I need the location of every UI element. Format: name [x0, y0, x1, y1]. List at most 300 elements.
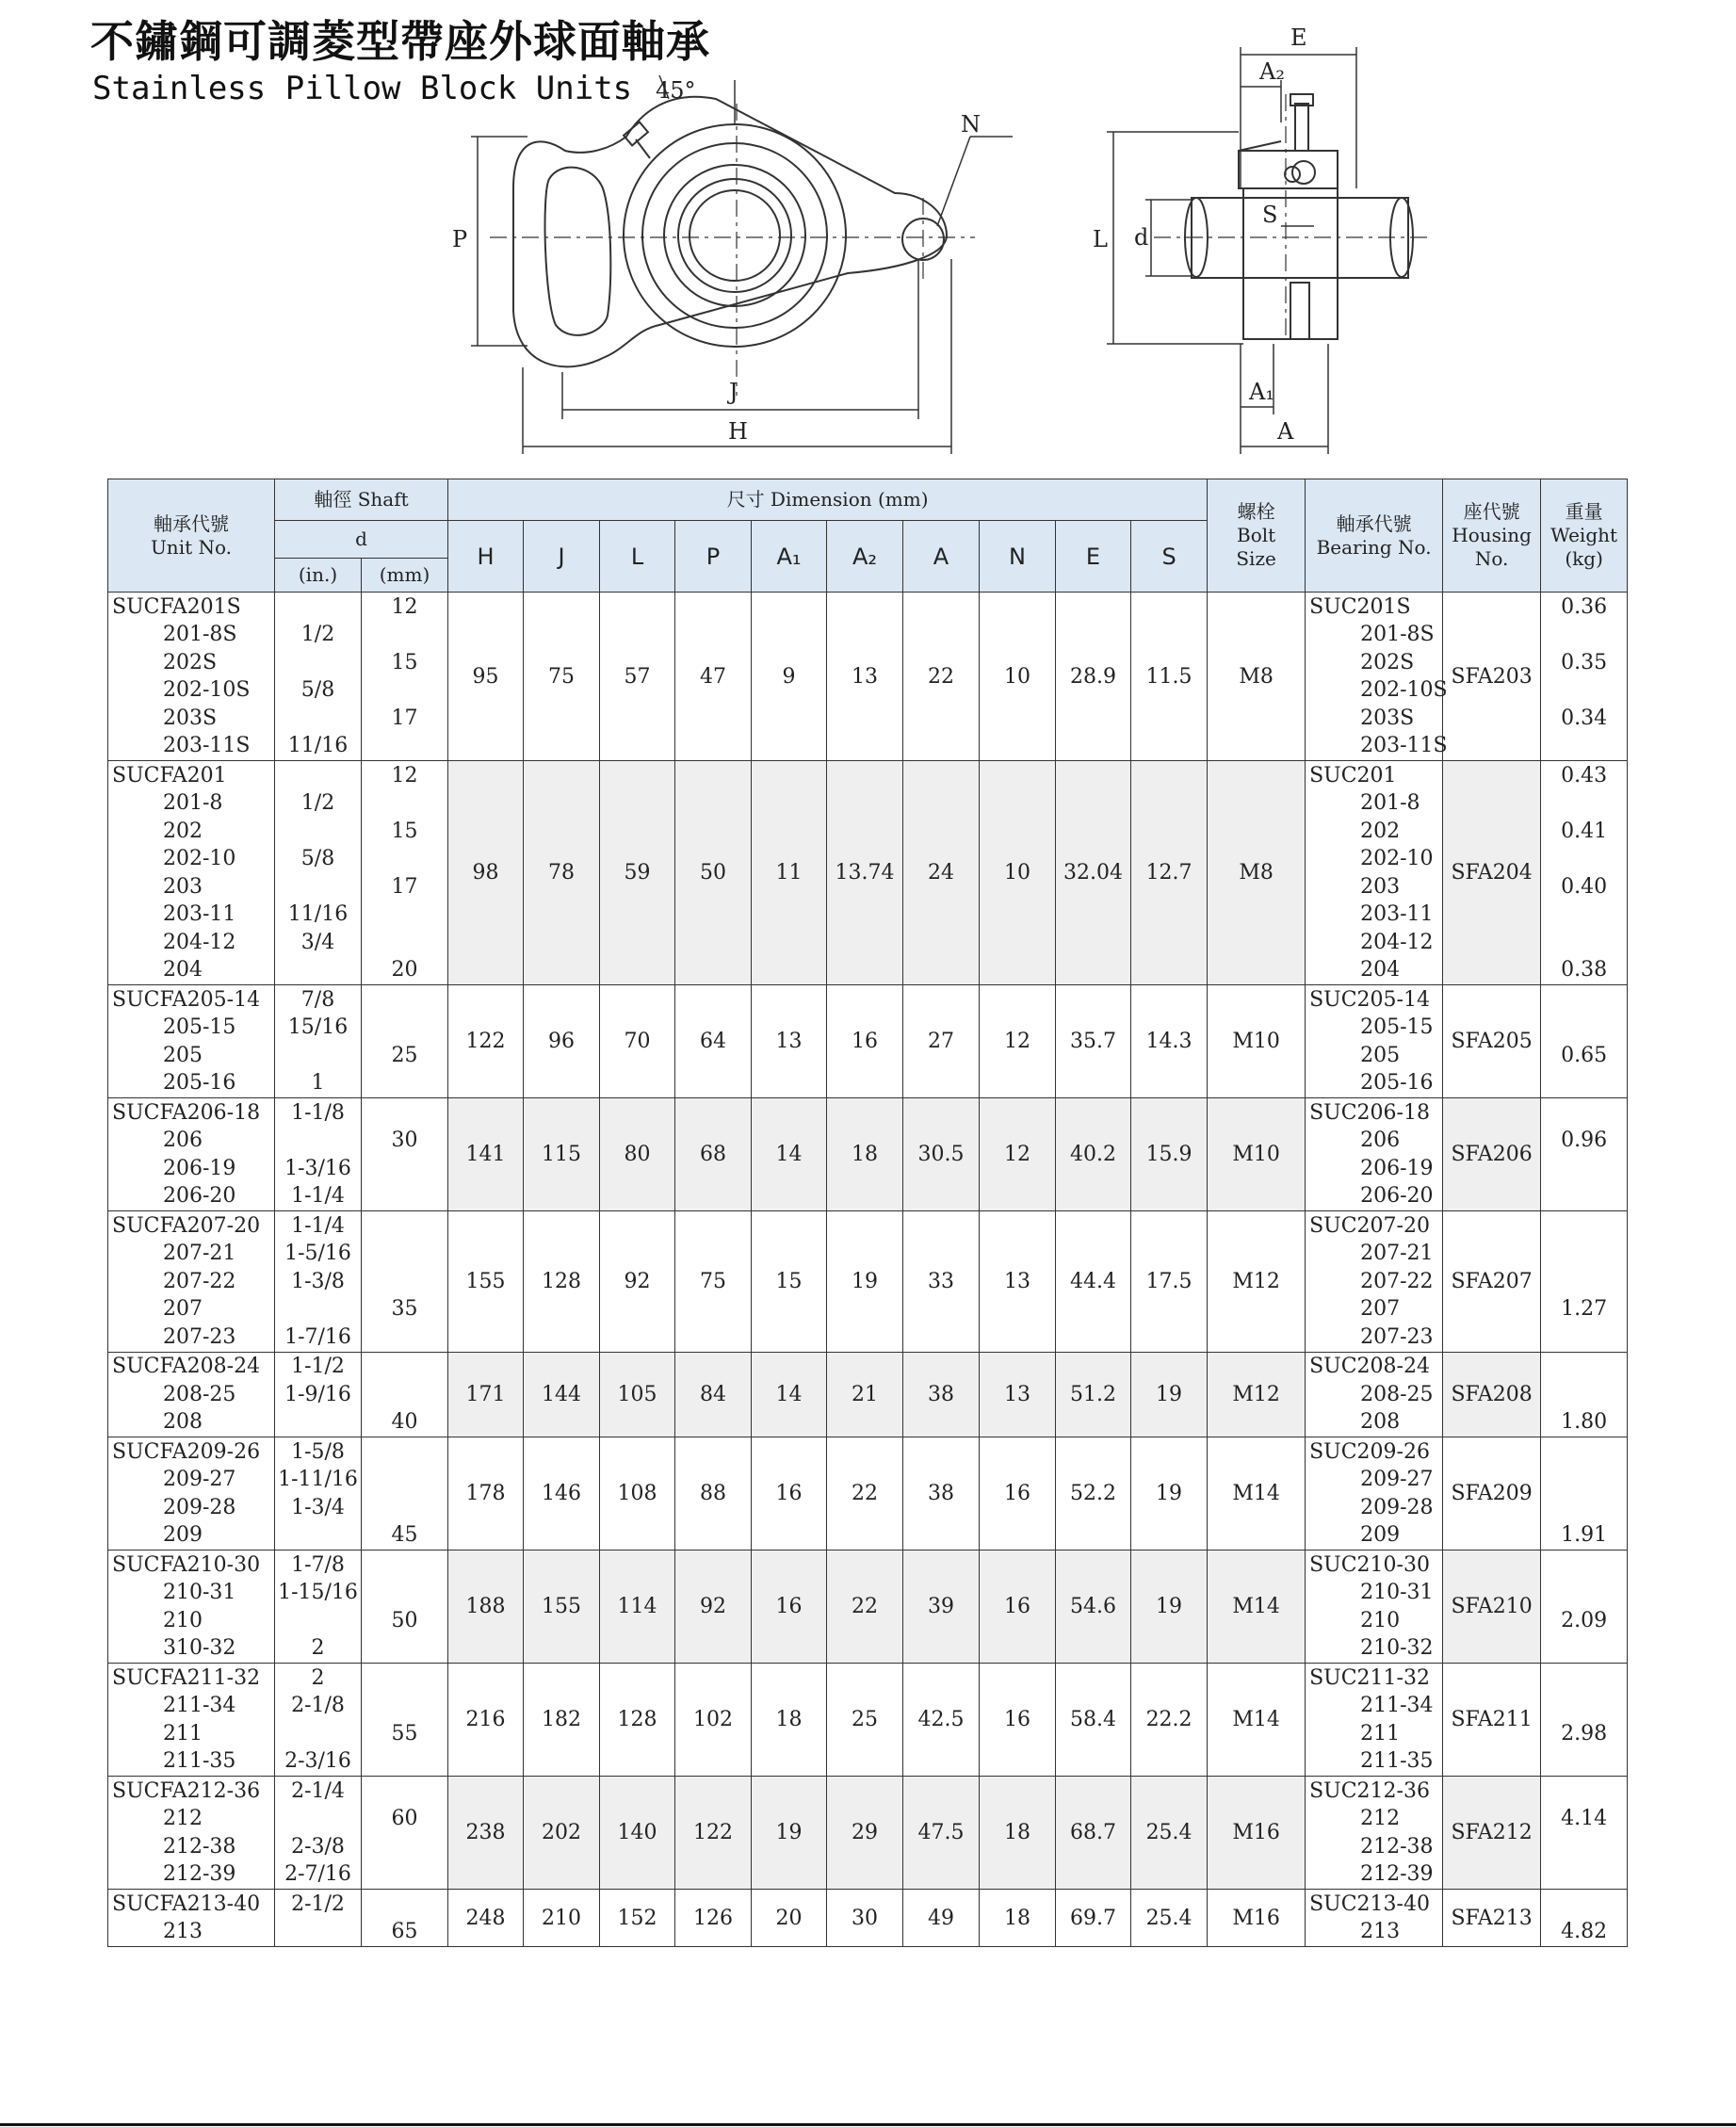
- shaft-mm-cell-item: [362, 676, 447, 705]
- unit-no-cell-item: SUCFA212-36: [112, 1778, 261, 1803]
- header-housing-no-line: No.: [1474, 547, 1509, 570]
- weight-cell-item: [1541, 1438, 1627, 1467]
- dim-E-cell: 28.9: [1056, 593, 1131, 761]
- shaft-inch-cell-item: 1/2: [300, 791, 335, 815]
- shaft-mm-cell: [362, 1551, 448, 1664]
- bearing-no-cell-item: SUC208-24: [1309, 1355, 1430, 1378]
- label-L: L: [1093, 226, 1108, 252]
- header-shaft: 軸徑 Shaft: [275, 479, 448, 521]
- label-N: N: [961, 111, 981, 138]
- dim-E-cell: 35.7: [1056, 985, 1131, 1098]
- weight-cell-item: [1541, 1268, 1627, 1296]
- shaft-mm-cell-item: 65: [391, 1920, 418, 1943]
- header-dim-A₁: A₁: [752, 521, 827, 593]
- unit-no-cell-item: 203-11: [163, 902, 236, 926]
- dim-L-cell: 105: [600, 1352, 675, 1437]
- weight-cell-item: [1541, 1579, 1627, 1607]
- label-P: P: [452, 226, 468, 252]
- dim-A-cell: 30.5: [903, 1098, 980, 1211]
- shaft-mm-cell-item: [362, 1466, 447, 1494]
- dim-A1-cell: 9: [752, 593, 827, 761]
- dim-E-cell: 54.6: [1056, 1551, 1131, 1664]
- header-dim-S: S: [1131, 521, 1208, 593]
- bearing-no-cell-item: 202S: [1360, 650, 1415, 674]
- bearing-no-cell-item: 202: [1360, 819, 1401, 843]
- unit-no-cell-item: 210-31: [163, 1581, 236, 1604]
- shaft-mm-cell-item: 50: [391, 1608, 418, 1632]
- table-row: [108, 593, 1628, 761]
- bearing-no-cell: [1306, 1352, 1443, 1437]
- unit-no-cell-item: SUCFA201: [112, 763, 227, 787]
- unit-no-cell-item: 207-23: [163, 1324, 236, 1349]
- shaft-mm-cell-item: 17: [391, 874, 418, 899]
- bearing-no-cell-item: 204-12: [1360, 930, 1434, 954]
- shaft-inch-cell-item: 2: [311, 1636, 325, 1660]
- shaft-inch-cell-item: [275, 1408, 361, 1437]
- dim-S-cell: 11.5: [1131, 593, 1208, 761]
- shaft-mm-cell-item: 12: [391, 763, 418, 787]
- dim-E-cell: 32.04: [1056, 761, 1131, 985]
- label-E: E: [1290, 24, 1307, 51]
- shaft-inch-cell-item: [275, 1295, 361, 1323]
- shaft-mm-cell-item: [362, 901, 447, 929]
- shaft-mm-cell-item: [362, 1182, 447, 1210]
- shaft-mm-cell-item: [362, 1860, 447, 1889]
- dim-A2-cell: 13.74: [827, 761, 903, 985]
- shaft-inch-cell-item: [275, 873, 361, 901]
- weight-cell-item: 0.38: [1561, 958, 1608, 982]
- shaft-inch-cell-item: 1-7/16: [284, 1324, 351, 1349]
- dim-S-cell: 19: [1131, 1352, 1208, 1437]
- housing-no-cell: SFA210: [1443, 1551, 1541, 1664]
- header-bolt-size: [1208, 479, 1306, 593]
- weight-cell: [1541, 1437, 1628, 1551]
- unit-no-cell-item: 212-39: [163, 1862, 236, 1886]
- shaft-inch-cell: [275, 1437, 362, 1551]
- unit-no-cell-item: 212: [163, 1807, 203, 1830]
- weight-cell: [1541, 1352, 1628, 1437]
- dim-L-cell: 114: [600, 1551, 675, 1664]
- unit-no-cell-item: 201-8S: [163, 623, 237, 646]
- shaft-inch-cell-item: 2-7/16: [284, 1862, 351, 1886]
- label-A2: A₂: [1259, 58, 1285, 85]
- unit-no-cell-item: SUCFA201S: [112, 594, 241, 619]
- table-row: [108, 1211, 1628, 1353]
- unit-no-cell-item: 209-27: [163, 1468, 236, 1491]
- header-unit-no: [108, 479, 275, 593]
- shaft-mm-cell: [362, 761, 448, 985]
- dim-A-cell: 47.5: [903, 1777, 980, 1890]
- housing-no-cell: SFA213: [1443, 1890, 1541, 1947]
- label-S: S: [1262, 202, 1278, 228]
- header-housing-no: [1443, 479, 1541, 593]
- weight-cell-item: 2.09: [1561, 1608, 1608, 1632]
- dim-N-cell: 12: [980, 985, 1056, 1098]
- weight-cell-item: [1541, 1833, 1627, 1861]
- dim-S-cell: 17.5: [1131, 1211, 1208, 1353]
- header-dim-L: L: [600, 521, 675, 593]
- shaft-mm-cell-item: [362, 1099, 447, 1128]
- bearing-no-cell-item: 211: [1360, 1721, 1401, 1745]
- shaft-inch-cell-item: [275, 1521, 361, 1550]
- dim-H-cell: 122: [448, 985, 524, 1098]
- weight-cell-item: [1541, 1212, 1627, 1241]
- unit-no-cell-item: SUCFA210-30: [112, 1552, 261, 1577]
- dim-A1-cell: 14: [752, 1098, 827, 1211]
- dim-P-cell: 75: [675, 1211, 752, 1353]
- dim-L-cell: 92: [600, 1211, 675, 1353]
- weight-cell: [1541, 1890, 1628, 1947]
- weight-cell-item: 4.82: [1561, 1920, 1608, 1943]
- bearing-no-cell-item: 206: [1360, 1128, 1401, 1152]
- shaft-mm-cell-item: [362, 1438, 447, 1467]
- weight-cell: [1541, 593, 1628, 761]
- shaft-mm-cell: [362, 593, 448, 761]
- header-unit-no-line: 軸承代號: [154, 511, 229, 535]
- unit-no-cell-item: 208-25: [163, 1382, 236, 1406]
- dim-H-cell: 98: [448, 761, 524, 985]
- dim-E-cell: 58.4: [1056, 1664, 1131, 1777]
- dim-A2-cell: 16: [827, 985, 903, 1098]
- header-housing-no-line: Housing: [1452, 524, 1532, 546]
- shaft-inch-cell: [275, 1098, 362, 1211]
- shaft-mm-cell-item: [362, 1494, 447, 1522]
- unit-no-cell: [108, 1437, 275, 1551]
- dim-S-cell: 12.7: [1131, 761, 1208, 985]
- label-angle: 45°: [656, 77, 696, 104]
- shaft-inch-cell: [275, 1551, 362, 1664]
- unit-no-cell: [108, 1551, 275, 1664]
- bearing-no-cell-item: 207-21: [1360, 1242, 1434, 1265]
- dim-L-cell: 152: [600, 1890, 675, 1947]
- bearing-no-cell: [1306, 1098, 1443, 1211]
- unit-no-cell-item: 213: [163, 1920, 203, 1943]
- bearing-no-cell-item: SUC207-20: [1309, 1213, 1430, 1238]
- shaft-mm-cell-item: [362, 1634, 447, 1663]
- shaft-inch-cell-item: 1-3/8: [291, 1269, 345, 1293]
- header-dim-A₂: A₂: [827, 521, 903, 593]
- shaft-mm-cell-item: 12: [391, 594, 418, 619]
- shaft-mm-cell-item: [362, 1240, 447, 1268]
- weight-cell-item: 0.41: [1561, 819, 1608, 843]
- housing-no-cell: SFA212: [1443, 1777, 1541, 1890]
- dim-A2-cell: 18: [827, 1098, 903, 1211]
- dim-H-cell: 141: [448, 1098, 524, 1211]
- dim-A2-cell: 13: [827, 593, 903, 761]
- unit-no-cell-item: 205: [163, 1043, 203, 1067]
- dim-S-cell: 14.3: [1131, 985, 1208, 1098]
- shaft-inch-cell-item: 1/2: [300, 623, 335, 646]
- table-row: [108, 985, 1628, 1098]
- shaft-mm-cell-item: [362, 1747, 447, 1776]
- bolt-size-cell: M10: [1208, 1098, 1306, 1211]
- dim-A-cell: 38: [903, 1352, 980, 1437]
- unit-no-cell-item: 212-38: [163, 1834, 236, 1859]
- dim-N-cell: 13: [980, 1352, 1056, 1437]
- bearing-no-cell-item: 204: [1360, 958, 1401, 982]
- shaft-mm-cell-item: 20: [391, 958, 418, 982]
- shaft-inch-cell-item: 3/4: [300, 930, 335, 954]
- shaft-mm-cell-item: [362, 732, 447, 760]
- bearing-no-cell-item: SUC210-30: [1309, 1552, 1430, 1577]
- unit-no-cell: [108, 1352, 275, 1437]
- dim-A2-cell: 29: [827, 1777, 903, 1890]
- header-dim-H: H: [448, 521, 524, 593]
- bolt-size-cell: M8: [1208, 761, 1306, 985]
- table-row: [108, 1352, 1628, 1437]
- bearing-no-cell-item: 205: [1360, 1043, 1401, 1067]
- shaft-inch-cell-item: [275, 1805, 361, 1833]
- shaft-inch-cell-item: [275, 705, 361, 733]
- unit-no-cell-item: 211-35: [163, 1749, 236, 1773]
- bolt-size-cell: M16: [1208, 1777, 1306, 1890]
- dim-A-cell: 42.5: [903, 1664, 980, 1777]
- dim-S-cell: 19: [1131, 1437, 1208, 1551]
- dim-A-cell: 38: [903, 1437, 980, 1551]
- dim-A1-cell: 18: [752, 1664, 827, 1777]
- weight-cell-item: [1541, 929, 1627, 957]
- shaft-mm-cell-item: 17: [391, 706, 418, 730]
- weight-cell-item: 0.35: [1561, 650, 1608, 674]
- unit-no-cell-item: 211: [163, 1721, 203, 1745]
- bearing-no-cell-item: 211-35: [1360, 1749, 1434, 1773]
- shaft-mm-cell-item: 15: [391, 650, 418, 674]
- weight-cell-item: [1541, 1155, 1627, 1183]
- dim-H-cell: 95: [448, 593, 524, 761]
- shaft-mm-cell: [362, 1352, 448, 1437]
- shaft-inch-cell-item: 1-1/2: [291, 1355, 345, 1378]
- shaft-inch-cell-item: 2-1/4: [291, 1778, 345, 1803]
- bearing-no-cell-item: 205-16: [1360, 1071, 1434, 1095]
- header-weight-line: 重量: [1565, 500, 1603, 523]
- bearing-no-cell-item: SUC201: [1309, 763, 1397, 787]
- dim-A-cell: 22: [903, 593, 980, 761]
- weight-cell-item: [1541, 1099, 1627, 1128]
- shaft-inch-cell-item: 1-9/16: [284, 1382, 351, 1406]
- shaft-inch-cell-item: [275, 1720, 361, 1748]
- bearing-no-cell-item: 210-32: [1360, 1636, 1434, 1660]
- dim-P-cell: 84: [675, 1352, 752, 1437]
- bearing-no-cell-item: 203-11S: [1360, 734, 1448, 757]
- shaft-inch-cell-item: 2-1/8: [291, 1694, 345, 1717]
- dim-L-cell: 140: [600, 1777, 675, 1890]
- weight-cell-item: [1541, 1466, 1627, 1494]
- bearing-no-cell-item: 212-38: [1360, 1834, 1434, 1859]
- dim-J-cell: 146: [524, 1437, 600, 1551]
- bearing-no-cell-item: SUC209-26: [1309, 1439, 1430, 1464]
- unit-no-cell-item: 204: [163, 958, 203, 982]
- header-inch: (in.): [275, 559, 362, 593]
- shaft-inch-cell-item: 5/8: [300, 678, 335, 702]
- weight-cell-item: 1.91: [1561, 1523, 1608, 1547]
- bolt-size-cell: M10: [1208, 985, 1306, 1098]
- housing-no-cell: SFA205: [1443, 985, 1541, 1098]
- header-bolt-size-line: 螺栓: [1237, 500, 1275, 523]
- dim-L-cell: 57: [600, 593, 675, 761]
- dim-J-cell: 210: [524, 1890, 600, 1947]
- housing-no-cell: SFA204: [1443, 761, 1541, 985]
- shaft-inch-cell-item: 7/8: [300, 987, 335, 1012]
- unit-no-cell: [108, 593, 275, 761]
- table-row: [108, 1777, 1628, 1890]
- shaft-inch-cell-item: 11/16: [287, 734, 349, 757]
- dim-N-cell: 13: [980, 1211, 1056, 1353]
- dim-P-cell: 64: [675, 985, 752, 1098]
- dim-L-cell: 108: [600, 1437, 675, 1551]
- dim-A1-cell: 15: [752, 1211, 827, 1353]
- header-weight-line: Weight: [1550, 524, 1618, 546]
- dim-N-cell: 10: [980, 761, 1056, 985]
- bearing-no-cell-item: 210-31: [1360, 1581, 1434, 1604]
- bearing-no-cell-item: 201-8S: [1360, 623, 1435, 646]
- unit-no-cell-item: 207-21: [163, 1242, 236, 1265]
- dim-A-cell: 49: [903, 1890, 980, 1947]
- shaft-inch-cell-item: [275, 762, 361, 790]
- weight-cell-item: 4.14: [1561, 1807, 1608, 1830]
- dim-L-cell: 128: [600, 1664, 675, 1777]
- shaft-mm-cell-item: [362, 1778, 447, 1806]
- dim-A1-cell: 20: [752, 1890, 827, 1947]
- dim-H-cell: 238: [448, 1777, 524, 1890]
- table-row: [108, 1437, 1628, 1551]
- label-d: d: [1134, 224, 1149, 251]
- shaft-mm-cell-item: [362, 1268, 447, 1296]
- header-bearing-no: [1306, 479, 1443, 593]
- label-A1: A₁: [1249, 379, 1274, 405]
- unit-no-cell-item: SUCFA213-40: [112, 1892, 261, 1916]
- shaft-inch-cell: [275, 593, 362, 761]
- weight-cell-item: [1541, 1634, 1627, 1663]
- unit-no-cell-item: SUCFA211-32: [112, 1665, 261, 1690]
- bearing-no-cell-item: 213: [1360, 1920, 1401, 1943]
- dim-A2-cell: 22: [827, 1437, 903, 1551]
- bearing-no-cell: [1306, 1890, 1443, 1947]
- shaft-mm-cell-item: [362, 1212, 447, 1241]
- shaft-inch-cell-item: 1-7/8: [291, 1552, 345, 1577]
- dim-N-cell: 16: [980, 1664, 1056, 1777]
- dim-A2-cell: 19: [827, 1211, 903, 1353]
- shaft-mm-cell-item: [362, 986, 447, 1015]
- weight-cell-item: [1541, 901, 1627, 929]
- unit-no-cell: [108, 1664, 275, 1777]
- dim-H-cell: 188: [448, 1551, 524, 1664]
- weight-cell-item: [1541, 1860, 1627, 1889]
- unit-no-cell-item: 209: [163, 1523, 203, 1547]
- shaft-mm-cell-item: 45: [391, 1523, 418, 1547]
- shaft-mm-cell: [362, 1098, 448, 1211]
- dim-P-cell: 68: [675, 1098, 752, 1211]
- bearing-no-cell-item: SUC206-18: [1309, 1100, 1430, 1125]
- bearing-no-cell-item: 209-27: [1360, 1468, 1434, 1491]
- bearing-no-cell-item: 203: [1360, 874, 1401, 899]
- weight-cell-item: 1.27: [1561, 1297, 1608, 1321]
- shaft-mm-cell-item: 30: [391, 1128, 418, 1152]
- unit-no-cell-item: 210: [163, 1608, 203, 1632]
- unit-no-cell: [108, 761, 275, 985]
- shaft-inch-cell: [275, 761, 362, 985]
- bearing-no-cell: [1306, 1437, 1443, 1551]
- bearing-no-cell-item: 207: [1360, 1297, 1401, 1321]
- dim-H-cell: 155: [448, 1211, 524, 1353]
- header-weight: [1541, 479, 1628, 593]
- unit-no-cell-item: SUCFA207-20: [112, 1213, 261, 1238]
- unit-no-cell-item: 208: [163, 1410, 203, 1434]
- shaft-mm-cell-item: [362, 929, 447, 957]
- bearing-no-cell: [1306, 593, 1448, 761]
- dim-E-cell: 51.2: [1056, 1352, 1131, 1437]
- dim-N-cell: 10: [980, 593, 1056, 761]
- weight-cell-item: 0.65: [1561, 1043, 1608, 1067]
- header-bolt-size-line: Bolt: [1237, 524, 1276, 546]
- dim-J-cell: 96: [524, 985, 600, 1098]
- dim-L-cell: 59: [600, 761, 675, 985]
- dim-J-cell: 75: [524, 593, 600, 761]
- dim-A1-cell: 16: [752, 1437, 827, 1551]
- shaft-mm-cell-item: [362, 1692, 447, 1720]
- header-housing-no-line: 座代號: [1463, 500, 1520, 523]
- dim-N-cell: 18: [980, 1890, 1056, 1947]
- dim-E-cell: 52.2: [1056, 1437, 1131, 1551]
- weight-cell-item: [1541, 1747, 1627, 1776]
- dim-A2-cell: 21: [827, 1352, 903, 1437]
- dim-P-cell: 126: [675, 1890, 752, 1947]
- shaft-mm-cell-item: [362, 1579, 447, 1607]
- shaft-inch-cell: [275, 1211, 362, 1353]
- dim-H-cell: 248: [448, 1890, 524, 1947]
- dim-A2-cell: 30: [827, 1890, 903, 1947]
- housing-no-cell: SFA206: [1443, 1098, 1541, 1211]
- unit-no-cell-item: 202-10: [163, 847, 236, 870]
- dim-P-cell: 102: [675, 1664, 752, 1777]
- dim-P-cell: 88: [675, 1437, 752, 1551]
- header-bearing-no-line: 軸承代號: [1336, 511, 1412, 535]
- unit-no-cell-item: 207-22: [163, 1269, 236, 1293]
- bearing-no-cell-item: 208-25: [1360, 1382, 1434, 1406]
- dim-A1-cell: 19: [752, 1777, 827, 1890]
- unit-no-cell-item: 211-34: [163, 1694, 236, 1717]
- shaft-inch-cell: [275, 1890, 362, 1947]
- technical-drawing: [0, 0, 1736, 471]
- shaft-mm-cell-item: [362, 1323, 447, 1352]
- shaft-inch-cell: [275, 1664, 362, 1777]
- shaft-inch-cell-item: [275, 649, 361, 677]
- dim-L-cell: 80: [600, 1098, 675, 1211]
- dim-S-cell: 25.4: [1131, 1890, 1208, 1947]
- bearing-no-cell-item: 207-22: [1360, 1269, 1434, 1293]
- weight-cell: [1541, 1211, 1628, 1353]
- bolt-size-cell: M14: [1208, 1664, 1306, 1777]
- label-J: J: [729, 379, 738, 405]
- unit-no-cell-item: 310-32: [163, 1636, 236, 1660]
- shaft-inch-cell-item: 1-5/16: [284, 1242, 351, 1265]
- dim-J-cell: 144: [524, 1352, 600, 1437]
- dim-A-cell: 39: [903, 1551, 980, 1664]
- unit-no-cell-item: 207: [163, 1297, 203, 1321]
- housing-no-cell: SFA209: [1443, 1437, 1541, 1551]
- shaft-mm-cell-item: [362, 1353, 447, 1381]
- shaft-mm-cell-item: [362, 1551, 447, 1580]
- shaft-inch-cell-item: [275, 593, 361, 622]
- dim-E-cell: 44.4: [1056, 1211, 1131, 1353]
- weight-cell: [1541, 1664, 1628, 1777]
- shaft-inch-cell: [275, 1352, 362, 1437]
- bearing-no-cell-item: 205-15: [1360, 1015, 1434, 1039]
- shaft-mm-cell: [362, 1211, 448, 1353]
- shaft-mm-cell-item: [362, 789, 447, 818]
- dim-A1-cell: 11: [752, 761, 827, 985]
- bearing-no-cell-item: 209-28: [1360, 1495, 1434, 1519]
- shaft-inch-cell-item: 2-3/16: [284, 1749, 351, 1773]
